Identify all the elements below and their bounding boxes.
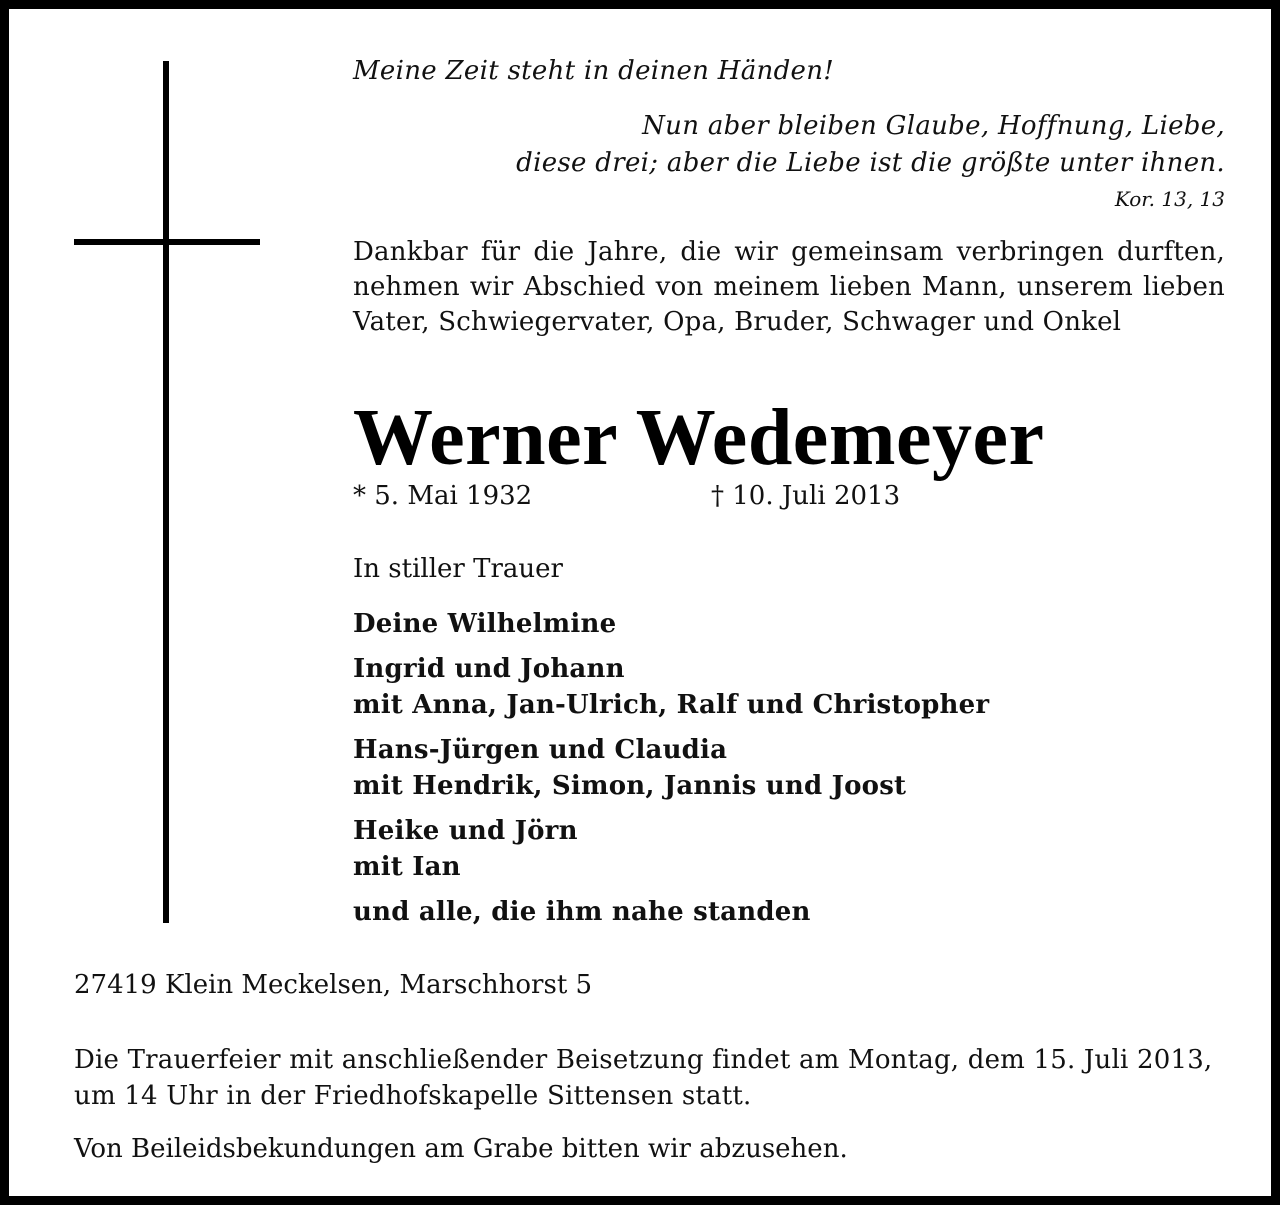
verse-line: Nun aber bleiben Glaube, Hoffnung, Liebe, [642,111,1225,141]
bereaved-group [353,651,1225,723]
cross-horizontal-bar [74,239,260,245]
funeral-line: Die Trauerfeier mit anschließender Beisetzung findet am Montag, dem 15. Juli 2013, [74,1045,1213,1075]
motto: Meine Zeit steht in deinen Händen! [353,56,834,86]
life-dates [353,479,1225,513]
mourning-phrase: In stiller Trauer [353,554,563,584]
bereaved-line: Hans-Jürgen und Claudia [353,735,728,765]
bereaved-group [353,732,1225,804]
verse-reference: Kor. 13, 13 [1114,187,1225,211]
bereaved-group [353,813,1225,885]
birth-date: * 5. Mai 1932 [353,481,533,511]
bereaved-line: Ingrid und Johann [353,654,625,684]
bereaved-group [353,606,1225,642]
condolence-note: Von Beileidsbekundungen am Grabe bitten wir abzusehen. [74,1134,848,1164]
funeral-line: um 14 Uhr in der Friedhofskapelle Sittensen statt. [74,1081,752,1111]
cross-vertical-bar [163,61,169,923]
bereaved-line: mit Anna, Jan-Ulrich, Ralf und Christopher [353,690,990,720]
intro-text: Dankbar für die Jahre, die wir gemeinsam verbringen durften, nehmen wir Abschied von meinem lieben Mann, unserem lieben Vater, Schwiegervater, Opa, Bruder, Schwager und Onkel [353,237,1225,337]
bible-verse [353,108,1225,182]
bereaved-list [353,606,1225,939]
bereaved-line: Deine Wilhelmine [353,609,617,639]
bereaved-line: und alle, die ihm nahe standen [353,897,811,927]
bereaved-line: Heike und Jörn [353,816,578,846]
funeral-info [74,1042,1226,1114]
bereaved-group [353,894,1225,930]
bereaved-line: mit Hendrik, Simon, Jannis und Joost [353,771,907,801]
bereaved-line: mit Ian [353,852,461,882]
death-date: † 10. Juli 2013 [711,481,901,511]
verse-line: diese drei; aber die Liebe ist die größte unter ihnen. [516,148,1225,178]
deceased-name: Werner Wedemeyer [353,394,1045,482]
address: 27419 Klein Meckelsen, Marschhorst 5 [74,970,593,1000]
